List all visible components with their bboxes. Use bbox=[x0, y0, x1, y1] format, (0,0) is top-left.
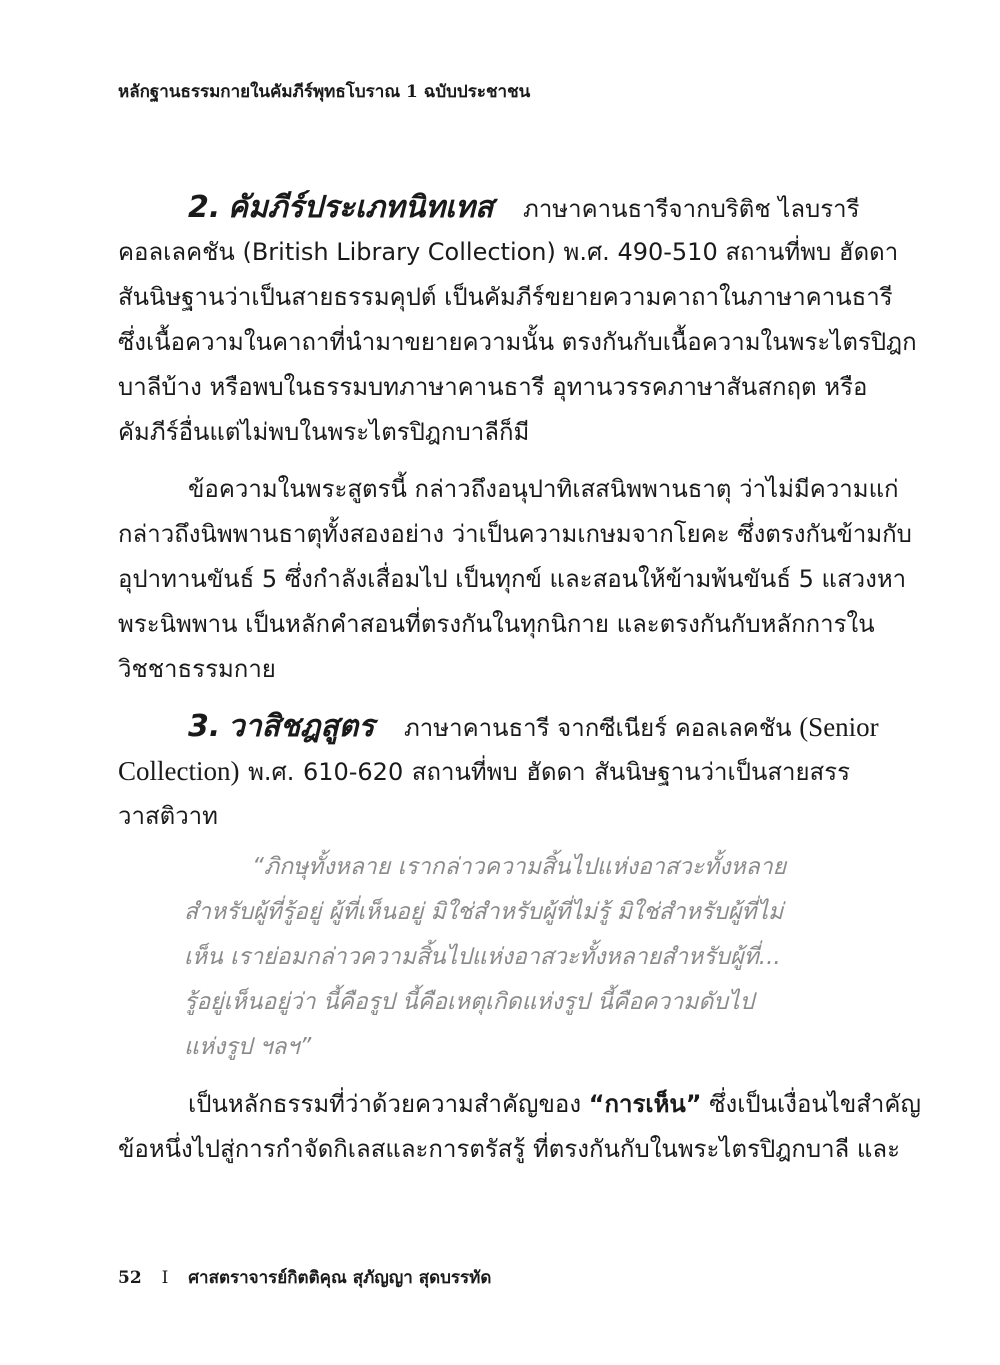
section-2-line: ซึ่งเนื้อความในคาถาที่นำมาขยายความนั้น ตรงกันกับเนื้อความในพระไตรปิฎก bbox=[118, 328, 917, 356]
paragraph-line: อุปาทานขันธ์ 5 ซึ่งกำลังเสื่อมไป เป็นทุกข์ และสอนให้ข้ามพ้นขันธ์ 5 แสวงหา bbox=[118, 565, 907, 593]
quote-line: รู้อยู่เห็นอยู่ว่า นี้คือรูป นี้คือเหตุเกิดแห่งรูป นี้คือความดับไป bbox=[184, 989, 755, 1015]
quote-line: เห็น เราย่อมกล่าวความสิ้นไปแห่งอาสวะทั้งหลายสำหรับผู้ที่... bbox=[184, 944, 781, 970]
page-body bbox=[118, 185, 921, 1172]
section-2-number: 2. bbox=[188, 190, 221, 225]
section-3-text: พ.ศ. 610-620 สถานที่พบ ฮัดดา สันนิษฐานว่าเป็นสายสรร bbox=[248, 758, 850, 786]
running-head: หลักฐานธรรมกายในคัมภีร์พุทธโบราณ 1 ฉบับประชาชน bbox=[118, 82, 531, 102]
quote-line: สำหรับผู้ที่รู้อยู่ ผู้ที่เห็นอยู่ มิใช่สำหรับผู้ที่ไม่รู้ มิใช่สำหรับผู้ที่ไม่ bbox=[184, 899, 784, 925]
section-2-line: บาลีบ้าง หรือพบในธรรมบทภาษาคานธารี อุทานวรรคภาษาสันสกฤต หรือ bbox=[118, 373, 868, 401]
section-3-number: 3. bbox=[188, 709, 221, 744]
paragraph-line: พระนิพพาน เป็นหลักคำสอนที่ตรงกันในทุกนิกาย และตรงกันกับหลักการใน bbox=[118, 610, 875, 638]
section-3-text: ภาษาคานธารี จากซีเนียร์ คอลเลคชัน bbox=[403, 714, 792, 742]
section-3-text-latin: Collection) bbox=[118, 756, 240, 786]
paragraph-2 bbox=[118, 1082, 921, 1172]
section-3 bbox=[118, 704, 879, 839]
section-2-title: คัมภีร์ประเภทนิทเทส bbox=[227, 190, 494, 225]
section-3-text-latin: (Senior bbox=[799, 712, 879, 742]
section-2-text: ภาษาคานธารีจากบริติช ไลบรารี bbox=[523, 195, 860, 223]
paragraph-line bbox=[118, 1082, 921, 1127]
paragraph-line: กล่าวถึงนิพพานธาตุทั้งสองอย่าง ว่าเป็นความเกษมจากโยคะ ซึ่งตรงกันข้ามกับ bbox=[118, 520, 912, 548]
page-footer bbox=[118, 1264, 491, 1291]
section-2 bbox=[118, 185, 917, 455]
quote-line: แห่งรูป ฯลฯ” bbox=[184, 1034, 312, 1060]
section-2-line: คัมภีร์อื่นแต่ไม่พบในพระไตรปิฎกบาลีก็มี bbox=[118, 418, 530, 446]
paragraph-line: ข้อหนึ่งไปสู่การกำจัดกิเลสและการตรัสรู้ ที่ตรงกันกับในพระไตรปิฎกบาลี และ bbox=[118, 1135, 900, 1163]
section-3-line bbox=[118, 749, 850, 794]
section-3-title: วาสิชฎสูตร bbox=[227, 709, 375, 744]
section-2-line: คอลเลคชัน (British Library Collection) พ.ศ. 490-510 สถานที่พบ ฮัดดา bbox=[118, 238, 899, 266]
footer-separator: I bbox=[161, 1268, 169, 1288]
section-3-line: วาสติวาท bbox=[118, 802, 218, 830]
paragraph-text: เป็นหลักธรรมที่ว่าด้วยความสำคัญของ bbox=[188, 1090, 582, 1118]
quote-line: “ภิกษุทั้งหลาย เรากล่าวความสิ้นไปแห่งอาสวะทั้งหลาย bbox=[252, 854, 787, 880]
paragraph-text: ซึ่งเป็นเงื่อนไขสำคัญ bbox=[709, 1090, 921, 1118]
paragraph-1 bbox=[118, 467, 912, 692]
section-3-line bbox=[118, 704, 879, 749]
section-2-line: สันนิษฐานว่าเป็นสายธรรมคุปต์ เป็นคัมภีร์ขยายความคาถาในภาษาคานธารี bbox=[118, 283, 893, 311]
page-number: 52 bbox=[118, 1268, 142, 1288]
footer-author: ศาสตราจารย์กิตติคุณ สุภัญญา สุดบรรทัด bbox=[188, 1268, 492, 1288]
paragraph-line: ข้อความในพระสูตรนี้ กล่าวถึงอนุปาทิเสสนิพพานธาตุ ว่าไม่มีความแก่ bbox=[188, 475, 899, 503]
paragraph-line: วิชชาธรรมกาย bbox=[118, 655, 276, 683]
emphasis-text: “การเห็น” bbox=[588, 1090, 702, 1118]
block-quote bbox=[184, 845, 787, 1070]
section-2-line bbox=[118, 185, 860, 230]
